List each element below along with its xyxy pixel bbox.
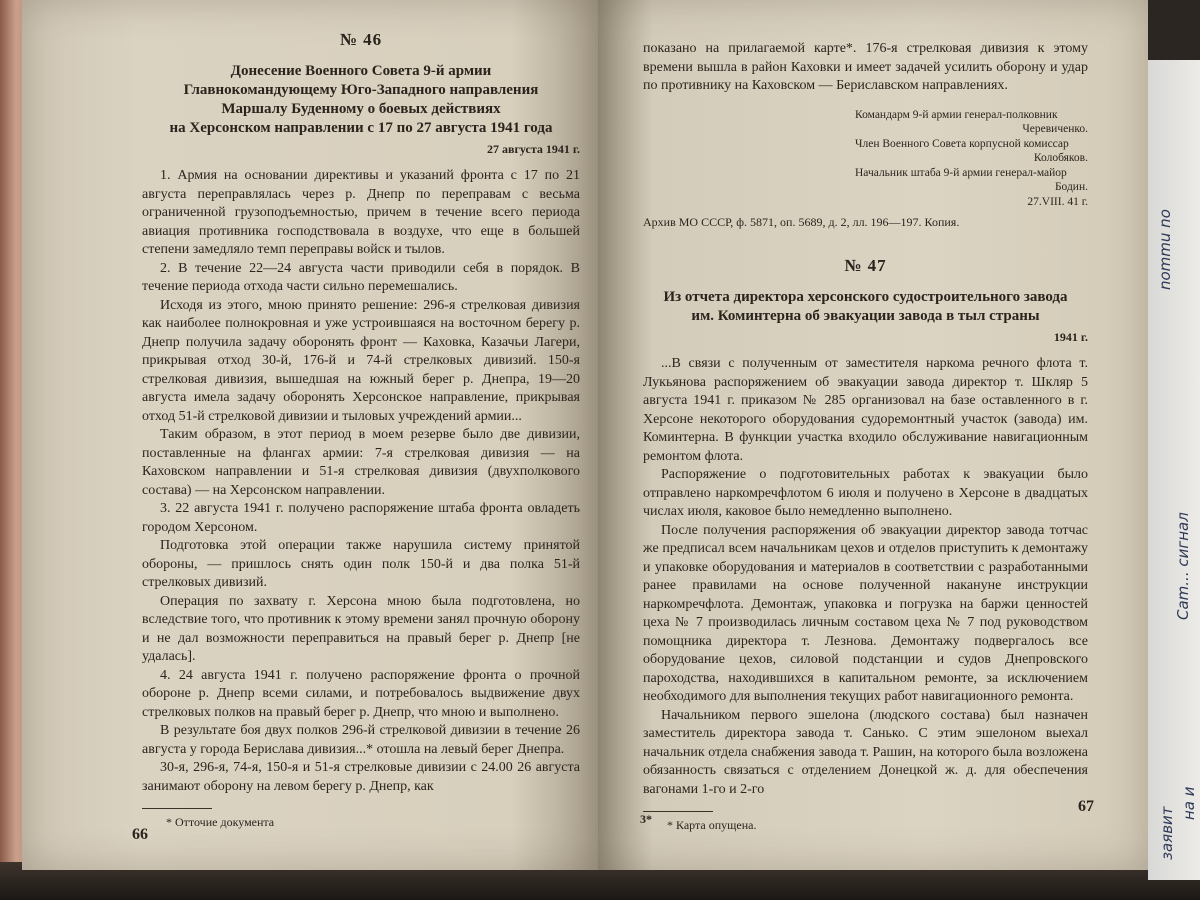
page-number-right: 67 xyxy=(1078,798,1094,815)
handwritten-line: на и xyxy=(1180,786,1198,820)
signature-entry xyxy=(855,137,1088,152)
paragraph: Исходя из этого, мною принято решение: 296-я стрелковая дивизия как наиболее полнокровная и уже устроившаяся на восточном берегу р. Днепр получила задачу оборонять фронт — Каховка, Казачьи Лагери, прикрывая отход 30-й, 176-й и 74-й стрелковых дивизий. 150-я стрелковая дивизия, вышедшая на южный берег р. Днепра, 19—20 августа имела задачу оборонять Херсонское направление, прикрывая отход 51-й стрелковой дивизии и тыловых учреждений армии... xyxy=(142,297,580,424)
document-title-line: Главнокомандующему Юго-Западного направления xyxy=(183,82,539,98)
document-title-line: Донесение Военного Совета 9-й армии xyxy=(230,63,492,79)
signature-name: Черевиченко. xyxy=(1022,123,1088,135)
paragraph: Операция по захвату г. Херсона мною была подготовлена, но вследствие того, что противник к этому времени занял прочную оборону и не дал возможности переправиться на правый берег р. Днепр [не удалась]. xyxy=(142,593,580,664)
footnote-divider xyxy=(142,808,212,809)
paragraph: 2. В течение 22—24 августа части приводили себя в порядок. В течение периода отхода части сильно перемешались. xyxy=(142,260,580,294)
archive-reference: Архив МО СССР, ф. 5871, оп. 5689, д. 2, лл. 196—197. Копия. xyxy=(643,215,960,229)
signature-entry xyxy=(855,166,1088,181)
document-title-line: им. Коминтерна об эвакуации завода в тыл страны xyxy=(691,308,1040,324)
paragraph: ...В связи с полученным от заместителя наркома речного флота т. Лукьянова распоряжением об эвакуации завода директор т. Шкляр 5 августа 1941 г. приказом № 285 организовал на базе оставленного в г. Херсоне некоторого оборудования судоремонтный участок (завода) им. Коминтерна. В функции участка входило обслуживание навигационным ремонтом флота. xyxy=(643,356,1088,464)
handwritten-line: nommu no xyxy=(1156,209,1174,290)
paragraph: В результате боя двух полков 296-й стрелковой дивизии в течение 26 августа у города Берислава дивизия...* отошла на левый берег Днепра. xyxy=(142,723,580,757)
paragraph: После получения распоряжения об эвакуации директор завода тотчас же предписал всем начальникам цехов и отделов приступить к демонтажу и упаковке оборудования и материалов в соответствии с разработанными ранее правилами на основе полученной накануне инструкции наркомречфлота. Демонтаж, упаковка и погрузка на баржи ценностей цеха № 7 производилась личным составом цеха № 7 под руководством помощника директора т. Лезнова. Демонтажу подвергалось все оборудование цехов, силовой подстанции и судов Днепровского пароходства, находившихся в капитальном ремонте, за исключением необходимого для выполнения текущих работ навигационного ремонта. xyxy=(643,522,1088,704)
handwritten-line: Cam... сигнал xyxy=(1174,512,1192,620)
paragraph: Распоряжение о подготовительных работах к эвакуации было отправлено наркомречфлотом 6 июля и получено в Херсоне в двадцатых числах июля, каковое было немедленно выполнено. xyxy=(643,467,1088,519)
paragraph: 30-я, 296-я, 74-я, 150-я и 51-я стрелковые дивизии с 24.00 26 августа занимают оборону на левом берегу р. Днепр, как xyxy=(142,760,580,794)
left-page xyxy=(22,0,598,870)
paragraph: Таким образом, в этот период в моем резерве было две дивизии, поставленные на флангах армии: 7-я стрелковая дивизия — на Каховском направлении и 51-я стрелковая дивизия (двухполкового состава) — на Херсонском направлении. xyxy=(142,427,580,498)
document-title-line: на Херсонском направлении с 17 по 27 августа 1941 года xyxy=(169,120,553,136)
signature-role: Командарм 9-й армии генерал-полковник xyxy=(855,108,1058,121)
paragraph: 4. 24 августа 1941 г. получено распоряжение фронта о прочной обороне р. Днепр всеми силами, и потребовалось выдвижение двух стрелковых полков на правый берег р. Днепр, что мною и выполнено. xyxy=(142,667,580,720)
signature-name: Колобяков. xyxy=(1033,152,1088,164)
paragraph: 3. 22 августа 1941 г. получено распоряжение штаба фронта овладеть городом Херсоном. xyxy=(142,501,580,535)
document-number: № 47 xyxy=(844,256,887,275)
signature-mark: 3* xyxy=(640,812,652,826)
signature-date: 27.VIII. 41 г. xyxy=(1027,195,1088,208)
document-date: 1941 г. xyxy=(1053,330,1088,344)
continuation-paragraph: показано на прилагаемой карте*. 176-я стрелковая дивизия к этому времени вышла в район Каховки и имеет задачей усилить оборону и удар по противнику на Каховском — Бериславском направлениях. xyxy=(643,41,1088,93)
handwritten-sheet xyxy=(1148,60,1200,880)
paragraph: Начальником первого эшелона (людского состава) был назначен заместитель директора завода т. Санько. С этим эшелоном выехал начальник отдела снабжения завода т. Рашин, на которого была возложена обязанность связаться с отделением Донецкой ж. д. для обеспечения вагонами 1-го и 2-го xyxy=(643,707,1088,797)
paragraph: Подготовка этой операции также нарушила систему принятой обороны, — пришлось снять один полк 150-й и два полка 51-й стрелковых дивизий. xyxy=(142,538,580,590)
signature-block xyxy=(855,108,1088,210)
footnote: * Отточие документа xyxy=(166,815,275,829)
document-date: 27 августа 1941 г. xyxy=(486,142,580,156)
page-number-left: 66 xyxy=(132,826,148,843)
signature-role: Начальник штаба 9-й армии генерал-майор xyxy=(855,166,1067,179)
paragraph: 1. Армия на основании директивы и указаний фронта с 17 по 21 августа переправлялась через р. Днепр по переправам с весьма ограниченной грузоподъемностью, причем в течение всего периода авиация противника господствовала в воздухе, что еще в большей степени замедляло темп переправы войск и тылов. xyxy=(142,168,580,257)
signature-entry xyxy=(855,108,1088,123)
document-number: № 46 xyxy=(339,30,383,49)
signature-role: Член Военного Совета корпусной комиссар xyxy=(855,137,1069,150)
document-title-line: Из отчета директора херсонского судостроительного завода xyxy=(663,289,1068,305)
footnote-divider xyxy=(643,811,713,812)
handwritten-line: заявит xyxy=(1158,806,1176,860)
right-page xyxy=(598,0,1148,870)
document-title-line: Маршалу Буденному о боевых действиях xyxy=(221,101,501,117)
signature-name: Бодин. xyxy=(1054,181,1088,193)
footnote: * Карта опущена. xyxy=(667,818,757,832)
